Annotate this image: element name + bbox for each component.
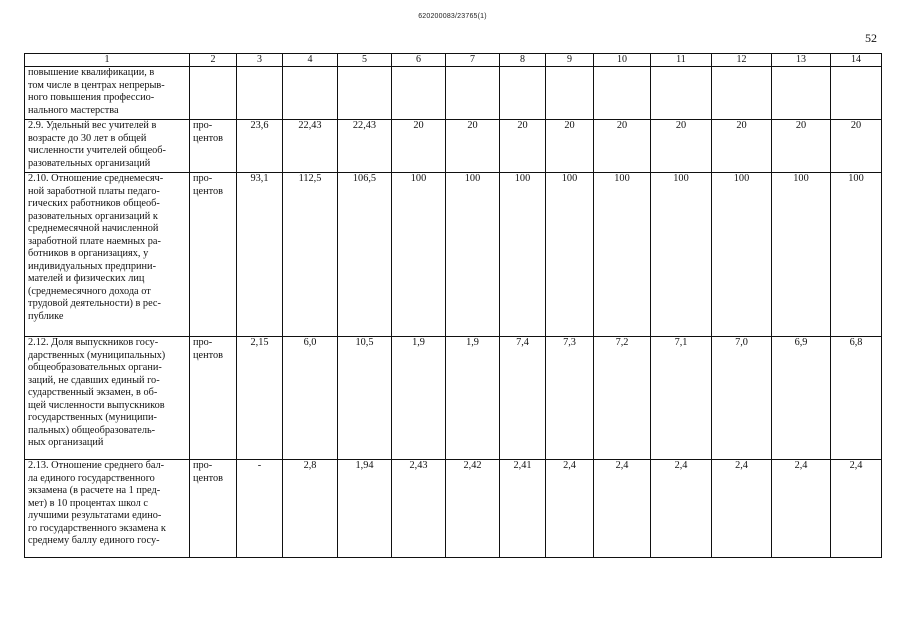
column-header: 7	[446, 54, 500, 67]
value-cell: 20	[712, 120, 772, 173]
column-header: 6	[392, 54, 446, 67]
value-cell: 10,5	[338, 337, 392, 460]
value-cell: 20	[594, 120, 651, 173]
value-cell: 2,43	[392, 460, 446, 558]
value-cell: 100	[772, 173, 831, 337]
value-cell: 20	[831, 120, 882, 173]
column-header: 1	[25, 54, 190, 67]
value-cell	[546, 67, 594, 120]
value-cell: 100	[392, 173, 446, 337]
value-cell: 100	[500, 173, 546, 337]
unit-cell: про- центов	[190, 337, 237, 460]
value-cell: 20	[651, 120, 712, 173]
value-cell: 7,4	[500, 337, 546, 460]
unit-cell: про- центов	[190, 460, 237, 558]
value-cell	[392, 67, 446, 120]
value-cell: 22,43	[283, 120, 338, 173]
value-cell: 1,9	[446, 337, 500, 460]
value-cell: 20	[772, 120, 831, 173]
value-cell	[594, 67, 651, 120]
table-row	[25, 460, 882, 558]
value-cell: 2,4	[651, 460, 712, 558]
table-row	[25, 173, 882, 337]
value-cell: 7,3	[546, 337, 594, 460]
value-cell: -	[237, 460, 283, 558]
value-cell: 6,8	[831, 337, 882, 460]
value-cell: 100	[831, 173, 882, 337]
value-cell	[772, 67, 831, 120]
value-cell: 100	[546, 173, 594, 337]
column-header: 3	[237, 54, 283, 67]
table-row	[25, 337, 882, 460]
value-cell: 2,4	[594, 460, 651, 558]
value-cell: 1,94	[338, 460, 392, 558]
indicator-cell: повышение квалификации, в том числе в центрах непрерыв- ного повышения профессио- нального мастерства	[25, 67, 190, 120]
value-cell	[283, 67, 338, 120]
unit-cell	[190, 67, 237, 120]
column-header: 4	[283, 54, 338, 67]
value-cell	[338, 67, 392, 120]
value-cell: 20	[546, 120, 594, 173]
value-cell: 106,5	[338, 173, 392, 337]
value-cell	[712, 67, 772, 120]
column-header: 10	[594, 54, 651, 67]
value-cell: 23,6	[237, 120, 283, 173]
value-cell	[500, 67, 546, 120]
column-header: 8	[500, 54, 546, 67]
indicator-cell: 2.13. Отношение среднего бал- ла единого государственного экзамена (в расчете на 1 пред- мет) в 10 процентах школ с лучшими результатами едино- го государственного экзамена к среднему баллу единого госу-	[25, 460, 190, 558]
value-cell: 6,0	[283, 337, 338, 460]
document-id: 620200083/23765(1)	[418, 13, 487, 20]
column-header: 13	[772, 54, 831, 67]
column-header: 2	[190, 54, 237, 67]
table-row	[25, 120, 882, 173]
column-header: 9	[546, 54, 594, 67]
table-row	[25, 67, 882, 120]
value-cell: 22,43	[338, 120, 392, 173]
value-cell: 93,1	[237, 173, 283, 337]
column-header: 12	[712, 54, 772, 67]
value-cell	[831, 67, 882, 120]
value-cell: 100	[594, 173, 651, 337]
value-cell	[651, 67, 712, 120]
value-cell: 20	[446, 120, 500, 173]
value-cell: 2,42	[446, 460, 500, 558]
value-cell: 100	[712, 173, 772, 337]
value-cell	[446, 67, 500, 120]
value-cell: 6,9	[772, 337, 831, 460]
value-cell: 100	[651, 173, 712, 337]
column-header: 11	[651, 54, 712, 67]
indicators-table	[24, 53, 882, 558]
value-cell: 20	[392, 120, 446, 173]
value-cell: 7,2	[594, 337, 651, 460]
value-cell	[237, 67, 283, 120]
value-cell: 2,4	[546, 460, 594, 558]
value-cell: 100	[446, 173, 500, 337]
indicator-cell: 2.9. Удельный вес учителей в возрасте до 30 лет в общей численности учителей общеоб- разовательных организаций	[25, 120, 190, 173]
unit-cell: про- центов	[190, 173, 237, 337]
column-header: 14	[831, 54, 882, 67]
value-cell: 20	[500, 120, 546, 173]
column-header: 5	[338, 54, 392, 67]
value-cell: 2,4	[831, 460, 882, 558]
value-cell: 1,9	[392, 337, 446, 460]
page-number: 52	[865, 31, 877, 45]
indicator-cell: 2.12. Доля выпускников госу- дарственных (муниципальных) общеобразовательных органи- заций, не сдавших единый го- сударственный экзамен, в об- щей численности выпускников государственных (муниципи- пальных) общеобразователь- ных организаций	[25, 337, 190, 460]
indicator-cell: 2.10. Отношение среднемесяч- ной заработной платы педаго- гических работников общеоб- разовательных организаций к среднемесячной начисленной заработной плате наемных ра- ботников в организациях, у индивидуальных предприни- мателей и физических лиц (среднемесячного дохода от трудовой деятельности) в рес- публике	[25, 173, 190, 337]
value-cell: 7,0	[712, 337, 772, 460]
value-cell: 7,1	[651, 337, 712, 460]
unit-cell: про- центов	[190, 120, 237, 173]
value-cell: 2,4	[712, 460, 772, 558]
value-cell: 2,15	[237, 337, 283, 460]
value-cell: 2,41	[500, 460, 546, 558]
table-header-row	[25, 54, 882, 67]
value-cell: 112,5	[283, 173, 338, 337]
value-cell: 2,8	[283, 460, 338, 558]
value-cell: 2,4	[772, 460, 831, 558]
